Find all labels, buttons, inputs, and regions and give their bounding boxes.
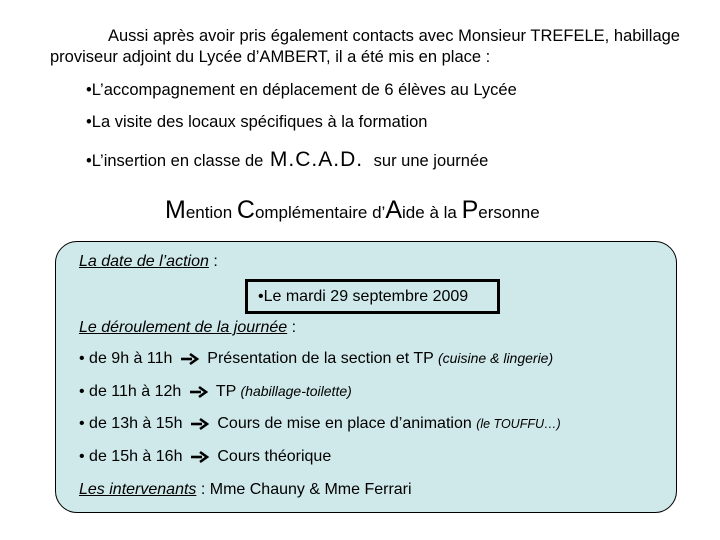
schedule-item xyxy=(79,415,561,433)
insertion-before: •L’insertion en classe de xyxy=(86,152,264,170)
date-value: •Le mardi 29 septembre 2009 xyxy=(258,288,469,305)
mcad-full-name xyxy=(165,196,540,225)
schedule-time: • de 15h à 16h xyxy=(79,448,183,465)
deroulement-heading xyxy=(79,319,296,337)
insertion-after: sur une journée xyxy=(373,152,489,170)
schedule-time: • de 9h à 11h xyxy=(79,350,173,367)
schedule-item xyxy=(79,350,553,368)
mention-rest-2: omplémentaire d’ xyxy=(254,203,386,222)
schedule-item xyxy=(79,448,331,466)
schedule-activity: TP xyxy=(215,383,237,400)
intervenants-value: : Mme Chauny & Mme Ferrari xyxy=(196,481,412,498)
date-label-suffix: : xyxy=(208,253,218,270)
bullet-insertion xyxy=(86,148,488,172)
schedule-note: (cuisine & lingerie) xyxy=(437,350,554,366)
intervenants-line xyxy=(79,481,412,499)
deroulement-label-suffix: : xyxy=(287,319,297,336)
date-heading xyxy=(79,253,218,271)
right-arrow-icon xyxy=(190,450,210,464)
schedule-activity: Cours théorique xyxy=(217,448,332,465)
schedule-activity: Présentation de la section et TP xyxy=(207,350,434,367)
deroulement-label: Le déroulement de la journée xyxy=(79,319,288,336)
schedule-note: (habillage-toilette) xyxy=(240,383,352,399)
intro-line-1: Aussi après avoir pris également contacts avec Monsieur TREFELE, xyxy=(108,27,610,45)
bullet-accompagnement: •L’accompagnement en déplacement de 6 élèves au Lycée xyxy=(86,81,517,99)
mention-letter-c: C xyxy=(236,196,255,224)
mention-letter-a: A xyxy=(385,196,403,224)
bullet-visite: •La visite des locaux spécifiques à la formation xyxy=(86,113,428,131)
schedule-activity: Cours de mise en place d’animation xyxy=(217,415,472,432)
schedule-time: • de 13h à 15h xyxy=(79,415,183,432)
right-arrow-icon xyxy=(190,417,210,431)
intervenants-label: Les intervenants xyxy=(79,481,197,498)
schedule-note: (le TOUFFU…) xyxy=(476,417,561,431)
date-box xyxy=(245,279,500,314)
date-label: La date de l’action xyxy=(79,253,209,270)
schedule-time: • de 11h à 12h xyxy=(79,383,182,400)
mention-letter-m: M xyxy=(165,196,186,224)
mention-rest-3: ide à la xyxy=(402,203,462,222)
mention-letter-p: P xyxy=(461,196,479,224)
mcad-acronym: M.C.A.D. xyxy=(269,148,364,171)
intro-line-2: habillage proviseur adjoint du Lycée d’AMBERT, il a été mis en place : xyxy=(50,27,680,66)
right-arrow-icon xyxy=(189,385,209,399)
intro-paragraph xyxy=(50,26,680,68)
schedule-item xyxy=(79,383,352,401)
right-arrow-icon xyxy=(180,352,200,366)
mention-rest-4: ersonne xyxy=(478,203,540,222)
mention-rest-1: ention xyxy=(185,203,237,222)
